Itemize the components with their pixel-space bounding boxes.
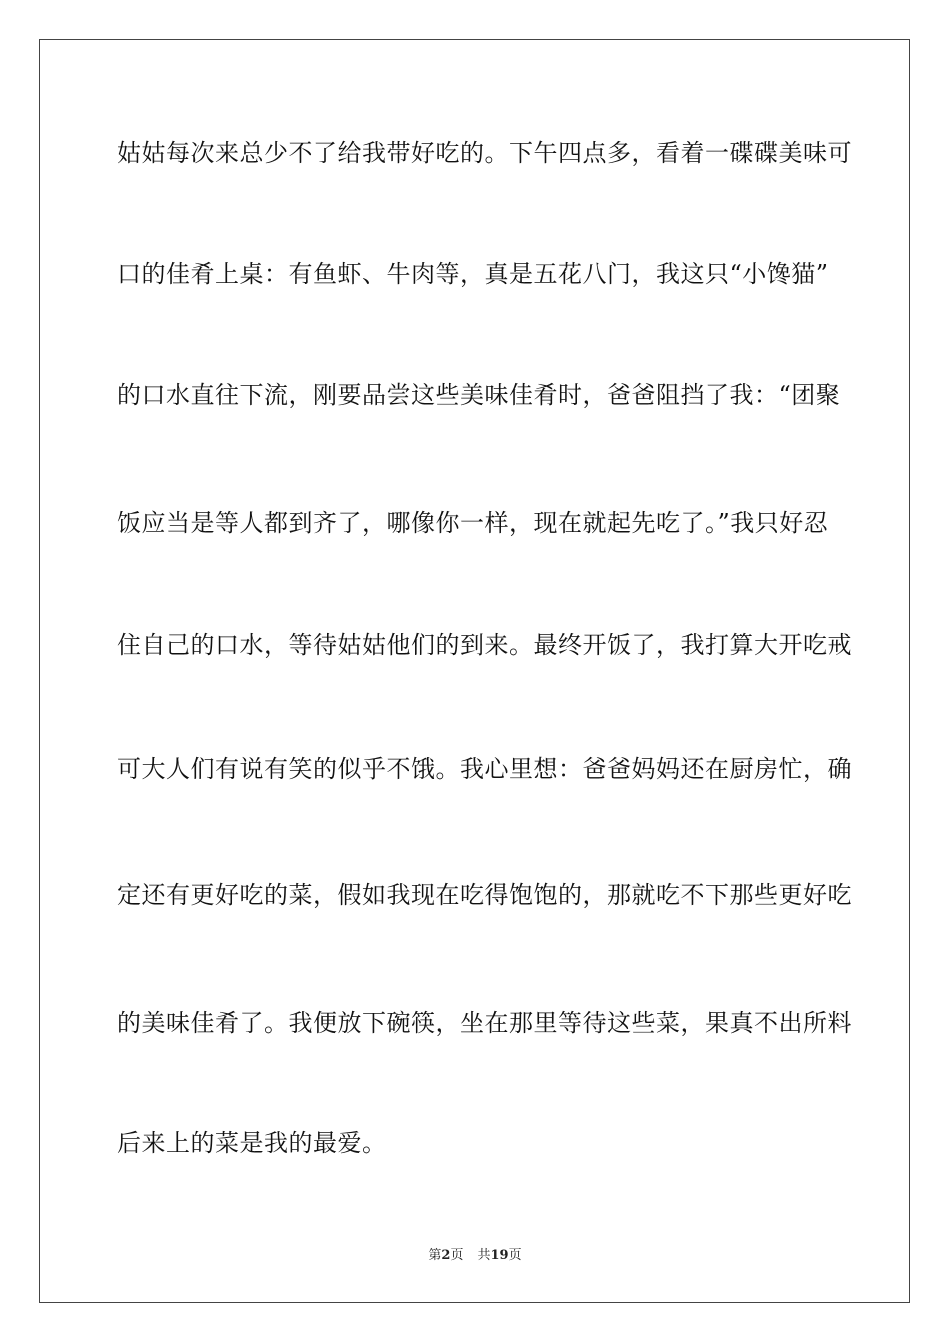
page-footer (0, 1247, 950, 1265)
paragraph-line: 后来上的菜是我的最爱。 (117, 1129, 387, 1157)
total-label-prefix: 共 (477, 1248, 491, 1263)
paragraph-line: 定还有更好吃的菜，假如我现在吃得饱饱的，那就吃不下那些更好吃 (117, 881, 852, 909)
paragraph-line: 可大人们有说有笑的似乎不饿。我心里想：爸爸妈妈还在厨房忙，确 (117, 755, 852, 783)
page-label-suffix: 页 (450, 1248, 464, 1263)
page-label-prefix: 第 (428, 1248, 442, 1263)
paragraph-line: 的美味佳肴了。我便放下碗筷，坐在那里等待这些菜，果真不出所料 (117, 1009, 852, 1037)
paragraph-line: 饭应当是等人都到齐了，哪像你一样，现在就起先吃了。”我只好忍 (117, 509, 829, 537)
total-pages: 19 (490, 1248, 509, 1263)
paragraph-line: 住自己的口水，等待姑姑他们的到来。最终开饭了，我打算大开吃戒 (117, 631, 852, 659)
total-label-suffix: 页 (508, 1248, 522, 1263)
paragraph-line: 姑姑每次来总少不了给我带好吃的。下午四点多，看着一碟碟美味可 (117, 139, 852, 167)
page-border (39, 39, 910, 1303)
paragraph-line: 的口水直往下流，刚要品尝这些美味佳肴时，爸爸阻挡了我：“团聚 (117, 381, 841, 409)
page-number: 2 (441, 1248, 451, 1263)
paragraph-line: 口的佳肴上桌：有鱼虾、牛肉等，真是五花八门，我这只“小馋猫” (117, 260, 829, 288)
